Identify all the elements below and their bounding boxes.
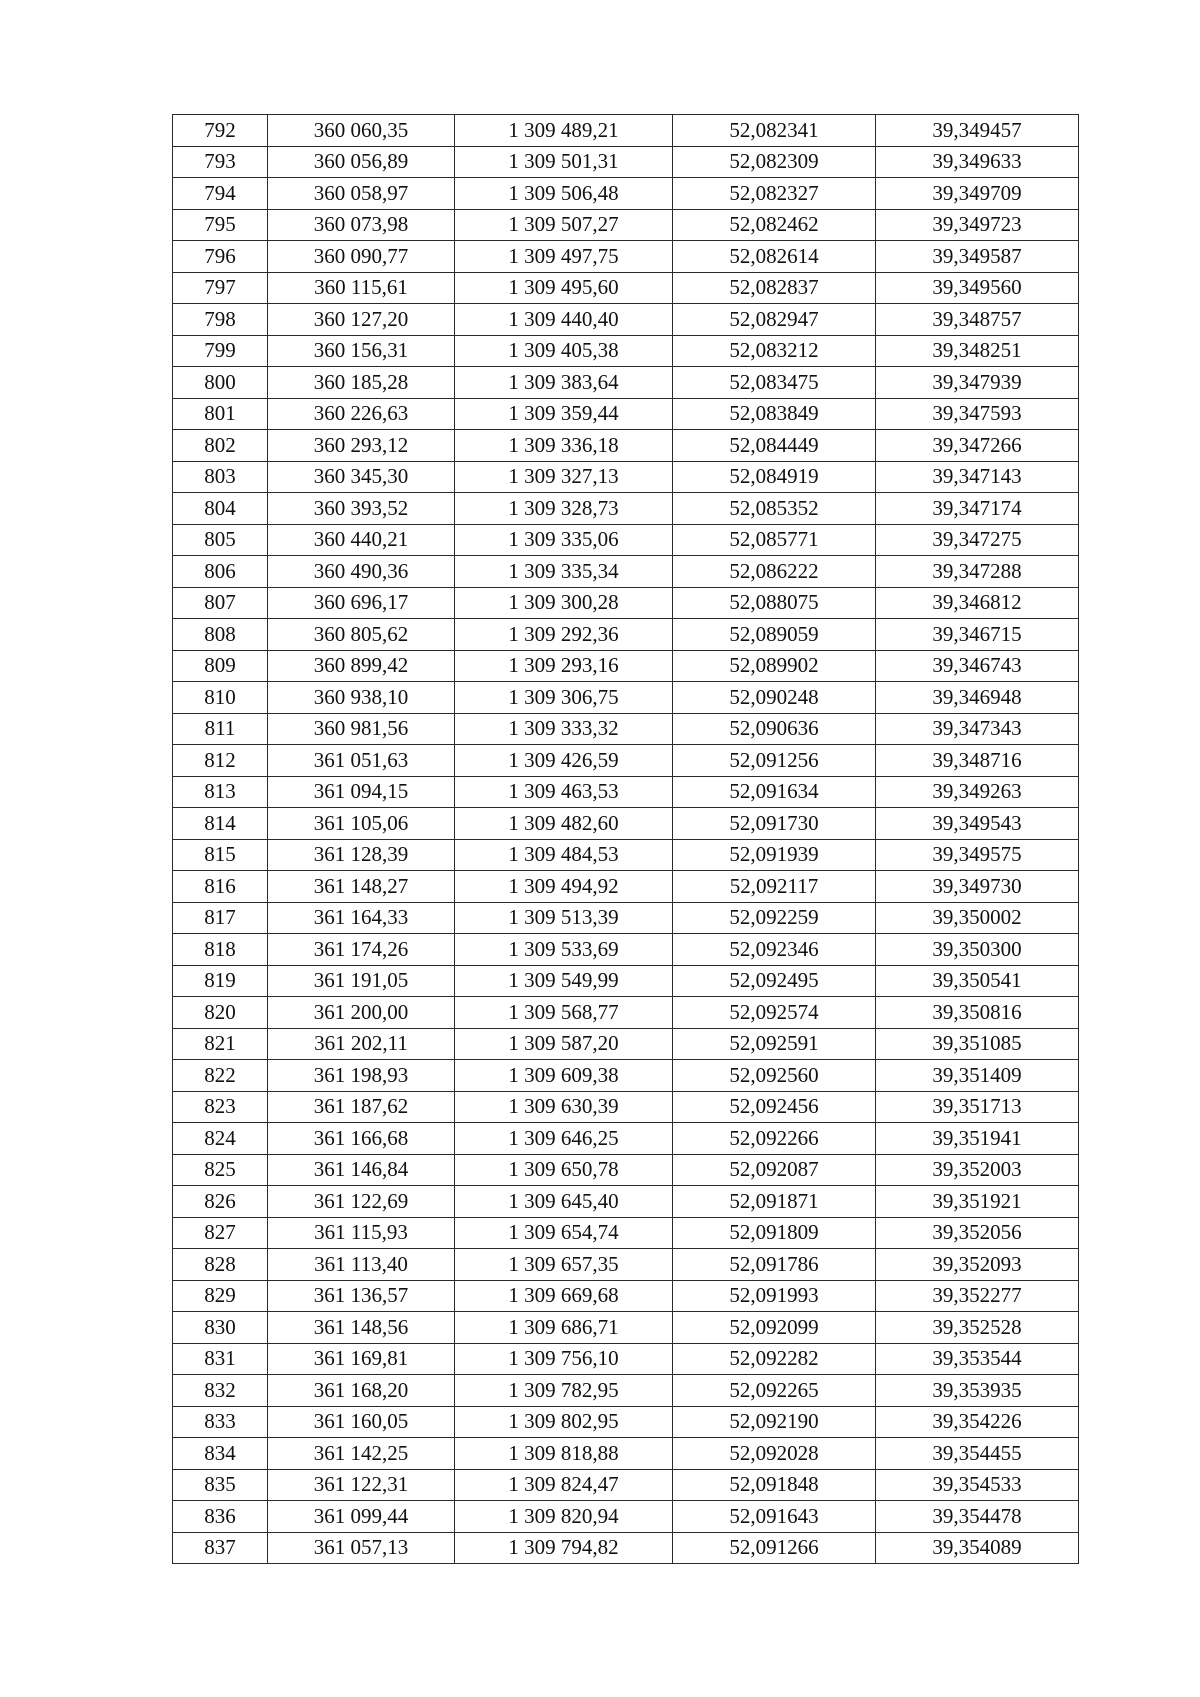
latitude-cell: 52,089902 [673, 650, 876, 682]
latitude-cell: 52,088075 [673, 587, 876, 619]
latitude-cell: 52,082837 [673, 272, 876, 304]
y-coordinate-cell: 1 309 533,69 [455, 934, 673, 966]
longitude-cell: 39,346743 [876, 650, 1079, 682]
y-coordinate-cell: 1 309 501,31 [455, 146, 673, 178]
y-coordinate-cell: 1 309 756,10 [455, 1343, 673, 1375]
table-row [173, 335, 1079, 367]
x-coordinate-cell: 361 122,69 [268, 1186, 455, 1218]
y-coordinate-cell: 1 309 463,53 [455, 776, 673, 808]
x-coordinate-cell: 361 191,05 [268, 965, 455, 997]
point-number-cell: 810 [173, 682, 268, 714]
latitude-cell: 52,090636 [673, 713, 876, 745]
x-coordinate-cell: 361 099,44 [268, 1501, 455, 1533]
latitude-cell: 52,082327 [673, 178, 876, 210]
y-coordinate-cell: 1 309 782,95 [455, 1375, 673, 1407]
y-coordinate-cell: 1 309 549,99 [455, 965, 673, 997]
table-row [173, 1060, 1079, 1092]
table-row [173, 524, 1079, 556]
longitude-cell: 39,351409 [876, 1060, 1079, 1092]
table-row [173, 556, 1079, 588]
y-coordinate-cell: 1 309 489,21 [455, 115, 673, 147]
x-coordinate-cell: 361 115,93 [268, 1217, 455, 1249]
point-number-cell: 820 [173, 997, 268, 1029]
longitude-cell: 39,347266 [876, 430, 1079, 462]
point-number-cell: 804 [173, 493, 268, 525]
x-coordinate-cell: 360 056,89 [268, 146, 455, 178]
point-number-cell: 828 [173, 1249, 268, 1281]
x-coordinate-cell: 360 345,30 [268, 461, 455, 493]
table-row [173, 1028, 1079, 1060]
x-coordinate-cell: 360 805,62 [268, 619, 455, 651]
table-row [173, 934, 1079, 966]
y-coordinate-cell: 1 309 327,13 [455, 461, 673, 493]
coordinates-table [172, 114, 1079, 1564]
table-row [173, 1375, 1079, 1407]
y-coordinate-cell: 1 309 335,06 [455, 524, 673, 556]
x-coordinate-cell: 361 187,62 [268, 1091, 455, 1123]
y-coordinate-cell: 1 309 333,32 [455, 713, 673, 745]
point-number-cell: 821 [173, 1028, 268, 1060]
table-row [173, 1217, 1079, 1249]
longitude-cell: 39,354455 [876, 1438, 1079, 1470]
latitude-cell: 52,091848 [673, 1469, 876, 1501]
y-coordinate-cell: 1 309 794,82 [455, 1532, 673, 1564]
table-row [173, 997, 1079, 1029]
longitude-cell: 39,349560 [876, 272, 1079, 304]
longitude-cell: 39,350816 [876, 997, 1079, 1029]
point-number-cell: 833 [173, 1406, 268, 1438]
x-coordinate-cell: 360 981,56 [268, 713, 455, 745]
latitude-cell: 52,092190 [673, 1406, 876, 1438]
longitude-cell: 39,354533 [876, 1469, 1079, 1501]
latitude-cell: 52,091871 [673, 1186, 876, 1218]
longitude-cell: 39,349263 [876, 776, 1079, 808]
x-coordinate-cell: 360 058,97 [268, 178, 455, 210]
y-coordinate-cell: 1 309 336,18 [455, 430, 673, 462]
table-row [173, 209, 1079, 241]
y-coordinate-cell: 1 309 335,34 [455, 556, 673, 588]
y-coordinate-cell: 1 309 657,35 [455, 1249, 673, 1281]
longitude-cell: 39,347275 [876, 524, 1079, 556]
table-row [173, 1406, 1079, 1438]
latitude-cell: 52,092495 [673, 965, 876, 997]
point-number-cell: 831 [173, 1343, 268, 1375]
x-coordinate-cell: 361 146,84 [268, 1154, 455, 1186]
latitude-cell: 52,092265 [673, 1375, 876, 1407]
point-number-cell: 827 [173, 1217, 268, 1249]
longitude-cell: 39,351085 [876, 1028, 1079, 1060]
y-coordinate-cell: 1 309 494,92 [455, 871, 673, 903]
x-coordinate-cell: 360 293,12 [268, 430, 455, 462]
x-coordinate-cell: 361 057,13 [268, 1532, 455, 1564]
latitude-cell: 52,091634 [673, 776, 876, 808]
x-coordinate-cell: 360 073,98 [268, 209, 455, 241]
y-coordinate-cell: 1 309 484,53 [455, 839, 673, 871]
table-row [173, 808, 1079, 840]
point-number-cell: 813 [173, 776, 268, 808]
table-row [173, 1091, 1079, 1123]
x-coordinate-cell: 361 169,81 [268, 1343, 455, 1375]
x-coordinate-cell: 361 202,11 [268, 1028, 455, 1060]
table-row [173, 839, 1079, 871]
x-coordinate-cell: 361 168,20 [268, 1375, 455, 1407]
table-row [173, 902, 1079, 934]
table-row [173, 1123, 1079, 1155]
longitude-cell: 39,354089 [876, 1532, 1079, 1564]
x-coordinate-cell: 361 148,27 [268, 871, 455, 903]
x-coordinate-cell: 361 200,00 [268, 997, 455, 1029]
longitude-cell: 39,351921 [876, 1186, 1079, 1218]
y-coordinate-cell: 1 309 300,28 [455, 587, 673, 619]
longitude-cell: 39,353935 [876, 1375, 1079, 1407]
table-row [173, 272, 1079, 304]
x-coordinate-cell: 361 113,40 [268, 1249, 455, 1281]
x-coordinate-cell: 361 166,68 [268, 1123, 455, 1155]
point-number-cell: 837 [173, 1532, 268, 1564]
point-number-cell: 826 [173, 1186, 268, 1218]
longitude-cell: 39,349709 [876, 178, 1079, 210]
point-number-cell: 823 [173, 1091, 268, 1123]
table-row [173, 1312, 1079, 1344]
y-coordinate-cell: 1 309 359,44 [455, 398, 673, 430]
table-row [173, 1532, 1079, 1564]
latitude-cell: 52,092117 [673, 871, 876, 903]
table-row [173, 1438, 1079, 1470]
longitude-cell: 39,350541 [876, 965, 1079, 997]
table-row [173, 1154, 1079, 1186]
y-coordinate-cell: 1 309 686,71 [455, 1312, 673, 1344]
y-coordinate-cell: 1 309 426,59 [455, 745, 673, 777]
latitude-cell: 52,083212 [673, 335, 876, 367]
y-coordinate-cell: 1 309 654,74 [455, 1217, 673, 1249]
table-row [173, 1343, 1079, 1375]
point-number-cell: 824 [173, 1123, 268, 1155]
x-coordinate-cell: 360 127,20 [268, 304, 455, 336]
table-row [173, 1280, 1079, 1312]
point-number-cell: 799 [173, 335, 268, 367]
point-number-cell: 802 [173, 430, 268, 462]
point-number-cell: 832 [173, 1375, 268, 1407]
table-row [173, 398, 1079, 430]
x-coordinate-cell: 361 094,15 [268, 776, 455, 808]
longitude-cell: 39,349543 [876, 808, 1079, 840]
x-coordinate-cell: 361 142,25 [268, 1438, 455, 1470]
latitude-cell: 52,091809 [673, 1217, 876, 1249]
point-number-cell: 818 [173, 934, 268, 966]
latitude-cell: 52,091939 [673, 839, 876, 871]
latitude-cell: 52,082309 [673, 146, 876, 178]
table-row [173, 493, 1079, 525]
x-coordinate-cell: 360 090,77 [268, 241, 455, 273]
table-row [173, 241, 1079, 273]
point-number-cell: 807 [173, 587, 268, 619]
y-coordinate-cell: 1 309 507,27 [455, 209, 673, 241]
longitude-cell: 39,347288 [876, 556, 1079, 588]
y-coordinate-cell: 1 309 609,38 [455, 1060, 673, 1092]
latitude-cell: 52,092574 [673, 997, 876, 1029]
table-row [173, 1501, 1079, 1533]
latitude-cell: 52,082614 [673, 241, 876, 273]
latitude-cell: 52,085771 [673, 524, 876, 556]
y-coordinate-cell: 1 309 513,39 [455, 902, 673, 934]
x-coordinate-cell: 361 174,26 [268, 934, 455, 966]
y-coordinate-cell: 1 309 383,64 [455, 367, 673, 399]
point-number-cell: 817 [173, 902, 268, 934]
table-row [173, 650, 1079, 682]
point-number-cell: 792 [173, 115, 268, 147]
longitude-cell: 39,352528 [876, 1312, 1079, 1344]
table-row [173, 367, 1079, 399]
y-coordinate-cell: 1 309 306,75 [455, 682, 673, 714]
x-coordinate-cell: 360 185,28 [268, 367, 455, 399]
latitude-cell: 52,084449 [673, 430, 876, 462]
point-number-cell: 796 [173, 241, 268, 273]
longitude-cell: 39,354226 [876, 1406, 1079, 1438]
point-number-cell: 834 [173, 1438, 268, 1470]
longitude-cell: 39,349575 [876, 839, 1079, 871]
y-coordinate-cell: 1 309 646,25 [455, 1123, 673, 1155]
x-coordinate-cell: 361 198,93 [268, 1060, 455, 1092]
point-number-cell: 835 [173, 1469, 268, 1501]
x-coordinate-cell: 361 148,56 [268, 1312, 455, 1344]
latitude-cell: 52,084919 [673, 461, 876, 493]
table-row [173, 745, 1079, 777]
x-coordinate-cell: 361 160,05 [268, 1406, 455, 1438]
y-coordinate-cell: 1 309 497,75 [455, 241, 673, 273]
latitude-cell: 52,091993 [673, 1280, 876, 1312]
y-coordinate-cell: 1 309 506,48 [455, 178, 673, 210]
y-coordinate-cell: 1 309 820,94 [455, 1501, 673, 1533]
point-number-cell: 805 [173, 524, 268, 556]
table-row [173, 713, 1079, 745]
latitude-cell: 52,089059 [673, 619, 876, 651]
point-number-cell: 812 [173, 745, 268, 777]
table-row [173, 146, 1079, 178]
x-coordinate-cell: 361 105,06 [268, 808, 455, 840]
latitude-cell: 52,083849 [673, 398, 876, 430]
latitude-cell: 52,092591 [673, 1028, 876, 1060]
x-coordinate-cell: 360 938,10 [268, 682, 455, 714]
x-coordinate-cell: 360 696,17 [268, 587, 455, 619]
longitude-cell: 39,352003 [876, 1154, 1079, 1186]
table-row [173, 461, 1079, 493]
point-number-cell: 800 [173, 367, 268, 399]
x-coordinate-cell: 361 128,39 [268, 839, 455, 871]
point-number-cell: 830 [173, 1312, 268, 1344]
longitude-cell: 39,346812 [876, 587, 1079, 619]
longitude-cell: 39,348757 [876, 304, 1079, 336]
longitude-cell: 39,347343 [876, 713, 1079, 745]
x-coordinate-cell: 361 051,63 [268, 745, 455, 777]
longitude-cell: 39,349633 [876, 146, 1079, 178]
table-row [173, 304, 1079, 336]
x-coordinate-cell: 360 440,21 [268, 524, 455, 556]
point-number-cell: 814 [173, 808, 268, 840]
y-coordinate-cell: 1 309 650,78 [455, 1154, 673, 1186]
latitude-cell: 52,092099 [673, 1312, 876, 1344]
longitude-cell: 39,347593 [876, 398, 1079, 430]
point-number-cell: 806 [173, 556, 268, 588]
longitude-cell: 39,352056 [876, 1217, 1079, 1249]
x-coordinate-cell: 360 490,36 [268, 556, 455, 588]
table-row [173, 178, 1079, 210]
longitude-cell: 39,352277 [876, 1280, 1079, 1312]
table-row [173, 776, 1079, 808]
point-number-cell: 809 [173, 650, 268, 682]
y-coordinate-cell: 1 309 645,40 [455, 1186, 673, 1218]
longitude-cell: 39,351713 [876, 1091, 1079, 1123]
longitude-cell: 39,348251 [876, 335, 1079, 367]
latitude-cell: 52,092266 [673, 1123, 876, 1155]
longitude-cell: 39,354478 [876, 1501, 1079, 1533]
y-coordinate-cell: 1 309 405,38 [455, 335, 673, 367]
point-number-cell: 803 [173, 461, 268, 493]
y-coordinate-cell: 1 309 630,39 [455, 1091, 673, 1123]
longitude-cell: 39,347143 [876, 461, 1079, 493]
latitude-cell: 52,086222 [673, 556, 876, 588]
x-coordinate-cell: 360 393,52 [268, 493, 455, 525]
longitude-cell: 39,347174 [876, 493, 1079, 525]
point-number-cell: 836 [173, 1501, 268, 1533]
point-number-cell: 808 [173, 619, 268, 651]
table-row [173, 682, 1079, 714]
point-number-cell: 811 [173, 713, 268, 745]
table-row [173, 871, 1079, 903]
y-coordinate-cell: 1 309 440,40 [455, 304, 673, 336]
latitude-cell: 52,092282 [673, 1343, 876, 1375]
table-row [173, 1186, 1079, 1218]
latitude-cell: 52,082462 [673, 209, 876, 241]
longitude-cell: 39,349730 [876, 871, 1079, 903]
latitude-cell: 52,085352 [673, 493, 876, 525]
point-number-cell: 829 [173, 1280, 268, 1312]
latitude-cell: 52,092087 [673, 1154, 876, 1186]
longitude-cell: 39,350002 [876, 902, 1079, 934]
longitude-cell: 39,353544 [876, 1343, 1079, 1375]
point-number-cell: 795 [173, 209, 268, 241]
longitude-cell: 39,349587 [876, 241, 1079, 273]
longitude-cell: 39,346948 [876, 682, 1079, 714]
latitude-cell: 52,092346 [673, 934, 876, 966]
latitude-cell: 52,091730 [673, 808, 876, 840]
longitude-cell: 39,346715 [876, 619, 1079, 651]
y-coordinate-cell: 1 309 669,68 [455, 1280, 673, 1312]
x-coordinate-cell: 360 156,31 [268, 335, 455, 367]
x-coordinate-cell: 361 164,33 [268, 902, 455, 934]
point-number-cell: 816 [173, 871, 268, 903]
x-coordinate-cell: 360 226,63 [268, 398, 455, 430]
point-number-cell: 815 [173, 839, 268, 871]
y-coordinate-cell: 1 309 587,20 [455, 1028, 673, 1060]
longitude-cell: 39,350300 [876, 934, 1079, 966]
x-coordinate-cell: 361 136,57 [268, 1280, 455, 1312]
y-coordinate-cell: 1 309 818,88 [455, 1438, 673, 1470]
latitude-cell: 52,092560 [673, 1060, 876, 1092]
table-row [173, 619, 1079, 651]
point-number-cell: 801 [173, 398, 268, 430]
y-coordinate-cell: 1 309 292,36 [455, 619, 673, 651]
point-number-cell: 798 [173, 304, 268, 336]
table-row [173, 965, 1079, 997]
latitude-cell: 52,090248 [673, 682, 876, 714]
table-row [173, 1249, 1079, 1281]
longitude-cell: 39,347939 [876, 367, 1079, 399]
point-number-cell: 822 [173, 1060, 268, 1092]
table-row [173, 430, 1079, 462]
coordinates-table-body [173, 115, 1079, 1564]
latitude-cell: 52,092456 [673, 1091, 876, 1123]
longitude-cell: 39,351941 [876, 1123, 1079, 1155]
table-row [173, 115, 1079, 147]
x-coordinate-cell: 360 899,42 [268, 650, 455, 682]
y-coordinate-cell: 1 309 824,47 [455, 1469, 673, 1501]
y-coordinate-cell: 1 309 495,60 [455, 272, 673, 304]
longitude-cell: 39,348716 [876, 745, 1079, 777]
y-coordinate-cell: 1 309 568,77 [455, 997, 673, 1029]
latitude-cell: 52,082947 [673, 304, 876, 336]
latitude-cell: 52,083475 [673, 367, 876, 399]
y-coordinate-cell: 1 309 802,95 [455, 1406, 673, 1438]
latitude-cell: 52,092028 [673, 1438, 876, 1470]
latitude-cell: 52,091266 [673, 1532, 876, 1564]
latitude-cell: 52,082341 [673, 115, 876, 147]
y-coordinate-cell: 1 309 482,60 [455, 808, 673, 840]
latitude-cell: 52,092259 [673, 902, 876, 934]
point-number-cell: 794 [173, 178, 268, 210]
table-row [173, 587, 1079, 619]
latitude-cell: 52,091643 [673, 1501, 876, 1533]
longitude-cell: 39,352093 [876, 1249, 1079, 1281]
point-number-cell: 819 [173, 965, 268, 997]
table-row [173, 1469, 1079, 1501]
point-number-cell: 825 [173, 1154, 268, 1186]
point-number-cell: 793 [173, 146, 268, 178]
y-coordinate-cell: 1 309 293,16 [455, 650, 673, 682]
latitude-cell: 52,091256 [673, 745, 876, 777]
x-coordinate-cell: 361 122,31 [268, 1469, 455, 1501]
x-coordinate-cell: 360 060,35 [268, 115, 455, 147]
point-number-cell: 797 [173, 272, 268, 304]
y-coordinate-cell: 1 309 328,73 [455, 493, 673, 525]
longitude-cell: 39,349457 [876, 115, 1079, 147]
longitude-cell: 39,349723 [876, 209, 1079, 241]
x-coordinate-cell: 360 115,61 [268, 272, 455, 304]
latitude-cell: 52,091786 [673, 1249, 876, 1281]
